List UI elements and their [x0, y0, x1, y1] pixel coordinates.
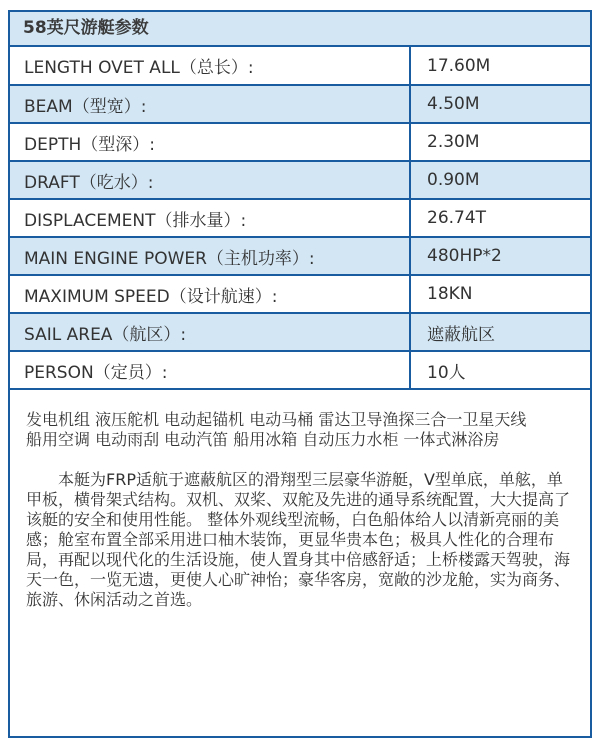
spec-label: LENGTH OVET ALL（总长）:	[10, 47, 410, 85]
equipment-list-2: 船用空调 电动雨刮 电动汽笛 船用冰箱 自动压力水柜 一体式淋浴房	[26, 430, 500, 449]
spec-value: 遮蔽航区	[410, 313, 590, 351]
equipment-list-1: 发电机组 液压舵机 电动起锚机 电动马桶 雷达卫导渔探三合一卫星天线	[26, 410, 527, 429]
spec-label: DEPTH（型深）:	[10, 123, 410, 161]
spec-value: 10人	[410, 351, 590, 389]
spec-row-sail-area	[10, 313, 590, 351]
spec-value: 18KN	[410, 275, 590, 313]
spec-value: 0.90M	[410, 161, 590, 199]
yacht-spec-card	[8, 10, 592, 738]
spec-row-depth	[10, 123, 590, 161]
spec-row-draft	[10, 161, 590, 199]
spec-table	[10, 47, 590, 390]
spec-label: DRAFT（吃水）:	[10, 161, 410, 199]
spec-label: DISPLACEMENT（排水量）:	[10, 199, 410, 237]
paragraph-gap	[26, 450, 576, 470]
spec-value: 17.60M	[410, 47, 590, 85]
spec-row-person	[10, 351, 590, 389]
spec-row-length	[10, 47, 590, 85]
spec-value: 2.30M	[410, 123, 590, 161]
spec-label: MAXIMUM SPEED（设计航速）:	[10, 275, 410, 313]
spec-row-engine-power	[10, 237, 590, 275]
yacht-intro-paragraph: 本艇为FRP适航于遮蔽航区的滑翔型三层豪华游艇，V型单底，单舷，单甲板，横骨架式结构。双机、双桨、双舵及先进的通导系统配置，大大提高了该艇的安全和使用性能。 整体外观线型流畅，白色船体给人以清新亮丽的美感；舱室布置全部采用进口柚木装饰，更显华贵本色；极具人性化的合理布局，再配以现代化的生活设施，使人置身其中倍感舒适；上桥楼露天驾驶，海天一色，一览无遗，更使人心旷神怡；豪华客房，宽敞的沙龙舱，实为商务、旅游、休闲活动之首选。	[26, 470, 571, 609]
spec-label: SAIL AREA（航区）:	[10, 313, 410, 351]
spec-label: BEAM（型宽）:	[10, 85, 410, 123]
spec-value: 4.50M	[410, 85, 590, 123]
spec-value: 26.74T	[410, 199, 590, 237]
spec-row-beam	[10, 85, 590, 123]
spec-row-max-speed	[10, 275, 590, 313]
yacht-description	[10, 390, 590, 610]
spec-label: MAIN ENGINE POWER（主机功率）:	[10, 237, 410, 275]
spec-label: PERSON（定员）:	[10, 351, 410, 389]
spec-title: 58英尺游艇参数	[10, 12, 590, 47]
spec-value: 480HP*2	[410, 237, 590, 275]
spec-row-displacement	[10, 199, 590, 237]
